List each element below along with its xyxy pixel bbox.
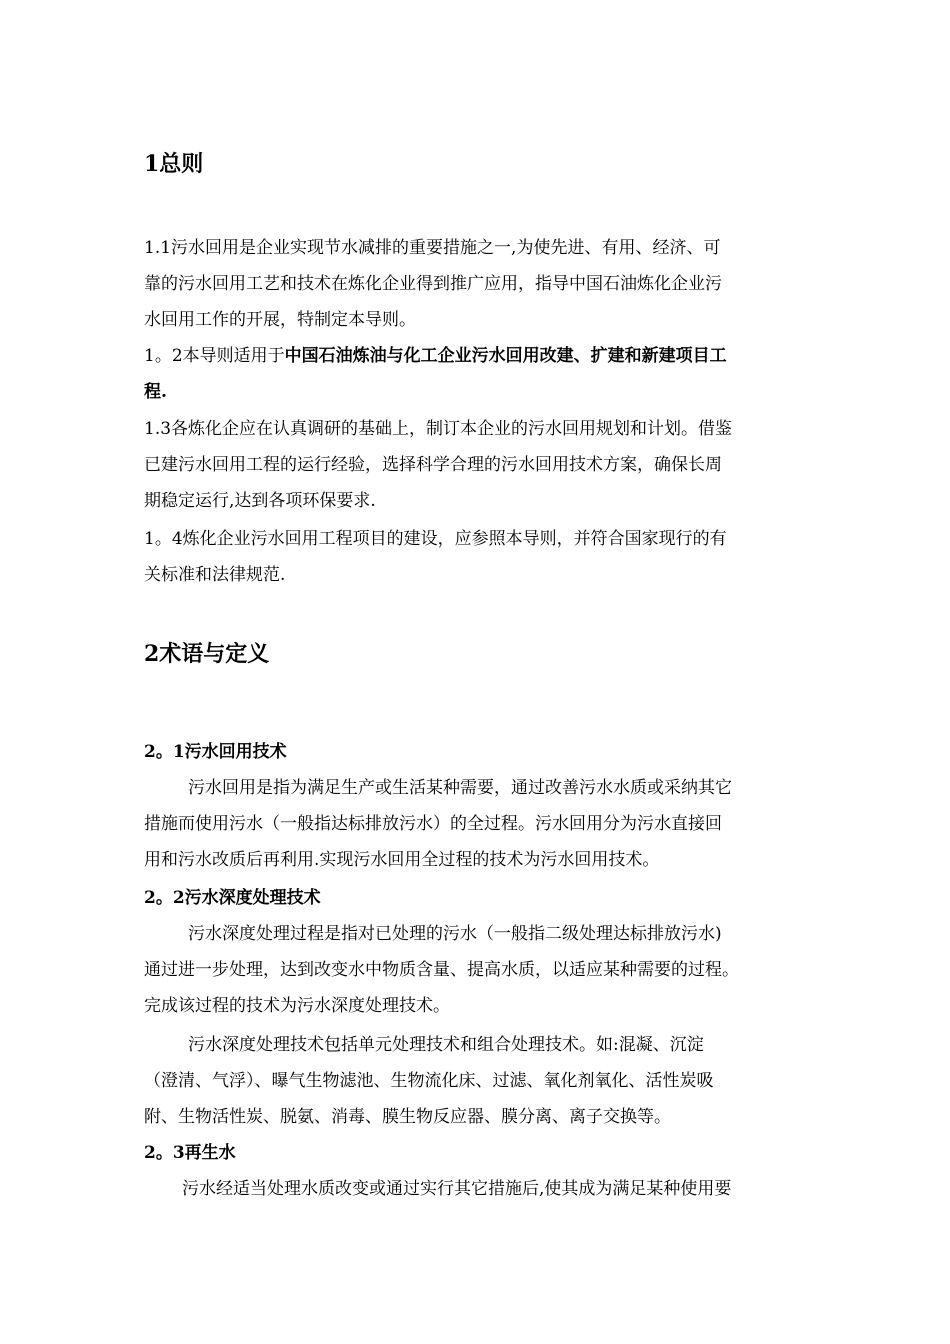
para-1-3-line-2: 已建污水回用工程的运行经验，选择科学合理的污水回用技术方案，确保长周: [144, 455, 722, 475]
para-2-2b-line-1: 污水深度处理技术包括单元处理技术和组合处理技术。如:混凝、沉淀: [188, 1035, 704, 1055]
para-1-3-line-3: 期稳定运行,达到各项环保要求.: [144, 491, 376, 511]
para-1-2-line-1: [144, 344, 727, 368]
para-1-2-scope: 中国石油炼油与化工企业污水回用改建、扩建和新建项目工: [284, 346, 727, 366]
para-2-2a-line-2: 通过进一步处理，达到改变水中物质含量、提高水质，以适应某种需要的过程。: [144, 960, 739, 980]
para-2-2a-line-3: 完成该过程的技术为污水深度处理技术。: [144, 996, 450, 1016]
para-1-4-line-2: 关标准和法律规范.: [144, 565, 286, 585]
para-2-2b-line-2: （澄清、气浮）、曝气生物滤池、生物流化床、过滤、氧化剂氧化、活性炭吸: [144, 1071, 714, 1091]
para-1-1-line-3: 水回用工作的开展，特制定本导则。: [144, 310, 416, 330]
subsection-2-1-title: 2。1污水回用技术: [144, 742, 287, 762]
subsection-2-2-title: 2。2污水深度处理技术: [144, 888, 321, 908]
para-1-3-line-1: 1.3各炼化企应在认真调研的基础上，制订本企业的污水回用规划和计划。借鉴: [144, 419, 733, 439]
para-2-3-line-1: 污水经适当处理水质改变或通过实行其它措施后,使其成为满足某种使用要: [182, 1179, 732, 1199]
para-2-1-line-3: 用和污水改质后再利用.实现污水回用全过程的技术为污水回用技术。: [144, 850, 660, 870]
subsection-2-3-title: 2。3再生水: [144, 1143, 236, 1163]
para-1-1-line-2: 靠的污水回用工艺和技术在炼化企业得到推广应用，指导中国石油炼化企业污: [144, 274, 722, 294]
para-1-2-prefix: 1。2本导则适用于: [144, 346, 285, 366]
section-2-heading: 2术语与定义: [144, 641, 270, 667]
para-2-1-line-1: 污水回用是指为满足生产或生活某种需要，通过改善污水水质或采纳其它: [188, 778, 732, 798]
para-1-1-line-1: 1.1污水回用是企业实现节水减排的重要措施之一,为使先进、有用、经济、可: [144, 238, 721, 258]
section-1-heading: 1总则: [144, 151, 204, 177]
para-1-4-line-1: 1。4炼化企业污水回用工程项目的建设，应参照本导则，并符合国家现行的有: [144, 529, 727, 549]
para-2-2a-line-1: 污水深度处理过程是指对已处理的污水（一般指二级处理达标排放污水): [188, 924, 722, 944]
para-2-1-line-2: 措施而使用污水（一般指达标排放污水）的全过程。污水回用分为污水直接回: [144, 814, 722, 834]
para-1-2-line-2: 程.: [144, 382, 167, 402]
para-2-2b-line-3: 附、生物活性炭、脱氨、消毒、膜生物反应器、膜分离、离子交换等。: [144, 1107, 671, 1127]
